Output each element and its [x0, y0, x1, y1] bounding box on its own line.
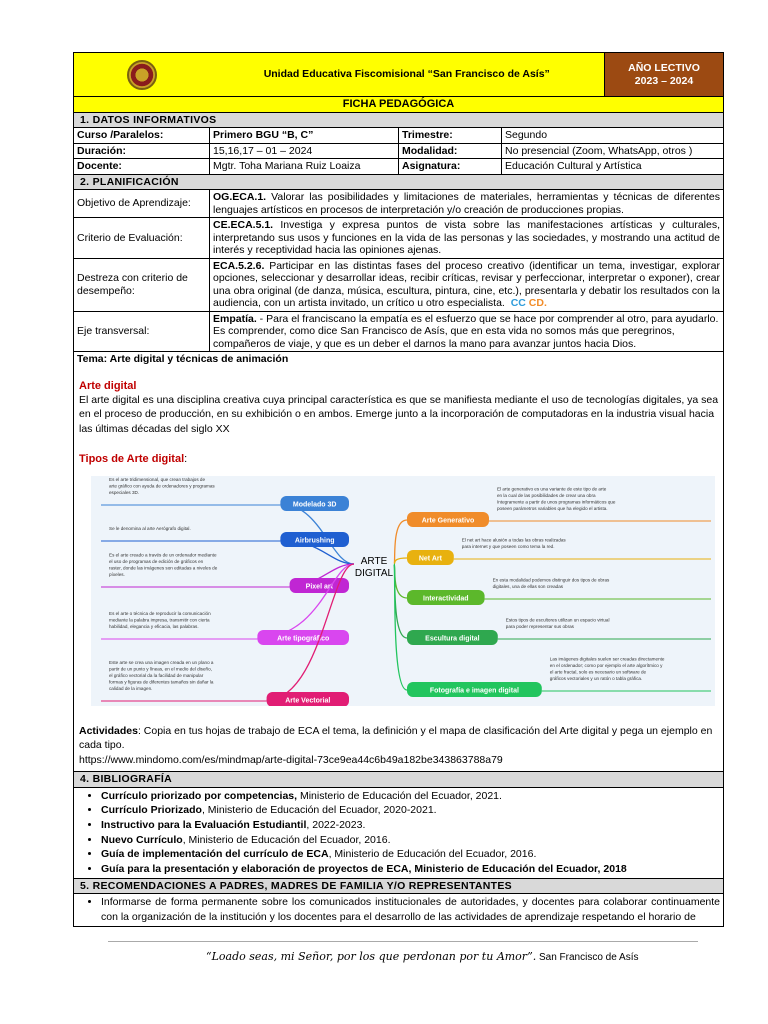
actividades-text: : Copia en tus hojas de trabajo de ECA el tema, la definición y el mapa de clasificación del Arte digital y pega un ejemplo en cada tipo. [79, 724, 713, 751]
bibliografia-item-detail: , Ministerio de Educación del Ecuador, 2020-2021. [201, 804, 437, 817]
section-planificacion-heading: 2. PLANIFICACIÓN [74, 174, 724, 190]
mindmap-desc-line: Estos tipos de escultores utilizan un espacio virtual [505, 617, 610, 623]
school-logo-cell [74, 53, 210, 97]
year-label: AÑO LECTIVO [628, 62, 700, 74]
mindmap-desc-line: El arte generativo es una variante de este tipo de arte [497, 486, 607, 492]
tipos-heading [79, 452, 719, 466]
docente-label: Docente: [74, 159, 210, 175]
year-value: 2023 – 2024 [634, 74, 694, 87]
mindmap-desc-line: el arte fractal, solo es necesario un software de [549, 669, 647, 675]
asignatura-label: Asignatura: [399, 159, 502, 175]
mindmap-desc-line: habilidad, elegancia y eficacia, las palabras. [109, 624, 199, 629]
actividades-label: Actividades [79, 724, 138, 737]
destreza-label: Destreza con criterio de desempeño: [74, 258, 210, 311]
mindmap-node-label: Arte Vectorial [285, 697, 331, 705]
tema-heading: Tema: Arte digital y técnicas de animación [74, 352, 724, 367]
mindmap-node-label: Pixel art [305, 583, 333, 591]
mindmap-node-label: Modelado 3D [292, 501, 337, 509]
recomendacion-item: • Informarse de forma permanente sobre los comunicados institucionales de autoridades, y docentes para colaborar continuamente con la organización de la institución y los docentes para el desarrollo de las actividades de aprendizaje respetando el horario de [101, 895, 720, 924]
mindmap-desc-line: mediante la palabra impresa, transmitir con cierta [109, 617, 210, 623]
bibliografia-item-detail: Ministerio de Educación del Ecuador, 2021. [297, 789, 502, 802]
school-name: Unidad Educativa Fiscomisional “San Francisco de Asís” [210, 53, 605, 97]
mindmap-node-label: Arte tipográfico [277, 635, 330, 643]
destreza-text: Participar en las distintas fases del proceso creativo (identificar un tema, investigar, explorar opciones, seleccionar y desarrollar ideas, recibir críticas, revisar y perfeccionar, interpretar o exponer), crear una obra original (de danza, música, escultura, pintura, cine, etc.), presentarla y debatir los resultados con la audiencia, con un artista invitado, un crítico u otro especialista. [213, 259, 720, 309]
mindmap-desc-line: En esta modalidad podemos distinguir dos tipos de obras [492, 577, 610, 583]
bibliografia-item-title: Currículo priorizado por competencias, [101, 789, 298, 802]
criterio-code: CE.ECA.5.1. [213, 219, 274, 231]
mindmap-desc-line: Este arte se crea una imagen creada en un plano a [109, 660, 214, 665]
destreza-cd: CD. [528, 297, 547, 309]
arte-digital-title: Arte digital [79, 379, 137, 392]
mindmap-node-label: Interactividad [423, 595, 469, 603]
mindmap-desc-line: partir de un punto y líneas, en el medio del diseño, [109, 666, 212, 672]
mindmap-node-label: Fotografía e imagen digital [429, 687, 519, 695]
mindmap-desc-line: formas y figuras de diferentes tamaños sin dañar la [109, 679, 214, 685]
bibliografia-item-title: Currículo Priorizado [101, 804, 202, 817]
eje-label: Eje transversal: [74, 311, 210, 352]
mindmap-desc-line: píxeles. [109, 572, 125, 577]
mindmap-desc-line: para internet y que poseen como tema la red. [461, 544, 555, 549]
bibliografia-item-title: Nuevo Currículo [101, 833, 183, 846]
duracion-value: 15,16,17 – 01 – 2024 [210, 143, 399, 159]
mindmap-desc-line: Es el arte o técnica de reproducir la comunicación [109, 611, 211, 616]
objetivo-text: Valorar las posibilidades y limitaciones de materiales, herramientas y técnicas de diferentes lenguajes artísticos en procesos de interpretación y/o creación de producciones propias. [213, 191, 720, 216]
ficha-table [73, 52, 724, 927]
mindmap-node-label: Arte Generativo [421, 517, 475, 525]
academic-year-badge [605, 53, 724, 97]
destreza-code: ECA.5.2.6. [213, 259, 265, 272]
mindmap-desc-line: en el ordenador; como por ejemplo el arte algorítmico y [549, 663, 663, 668]
mindmap-center-label: ARTE [360, 556, 388, 567]
bibliografia-item-detail: , 2022-2023. [306, 818, 366, 831]
tipos-colon: : [184, 453, 188, 465]
footer-rule [108, 941, 698, 942]
trimestre-label: Trimestre: [399, 128, 502, 144]
bibliografia-item-title: Instructivo para la Evaluación Estudiantil [101, 818, 307, 831]
mindmap-desc-line: calidad de la imagen. [109, 686, 153, 691]
actividades-paragraph [79, 724, 719, 753]
bibliografia-item [101, 833, 720, 848]
bibliografia-item [101, 818, 720, 833]
mindmap-node-label: Net Art [418, 555, 442, 563]
section-bibliografia-heading: 4. BIBLIOGRAFÍA [74, 772, 724, 788]
duracion-label: Duración: [74, 143, 210, 159]
section-datos-heading: 1. DATOS INFORMATIVOS [74, 112, 724, 128]
footer-author: San Francisco de Asís [536, 952, 639, 963]
modalidad-label: Modalidad: [399, 143, 502, 159]
mindmap-desc-line: digitales, una de ellas son creadas [492, 584, 564, 589]
bibliografia-item-title: Guía de implementación del currículo de ECA [101, 848, 329, 861]
mindmap-center-label: DIGITAL [354, 568, 394, 579]
criterio-label: Criterio de Evaluación: [74, 218, 210, 259]
objetivo-label: Objetivo de Aprendizaje: [74, 190, 210, 218]
mindmap-desc-line: Es el arte creado a través de un ordenador mediante [109, 552, 217, 558]
mindmap-node-label: Escultura digital [425, 635, 480, 643]
mindmap-desc-line: el gráfico vectorial da la facilidad de manipular [109, 673, 204, 678]
mindmap-desc-line: Las imágenes digitales suelen ser creadas directamente [549, 656, 665, 662]
recomendaciones-cell [74, 894, 724, 926]
arte-digital-mindmap [91, 476, 715, 706]
arte-digital-text: El arte digital es una disciplina creativa cuya principal característica es que se manifiesta mediante el uso de tecnologías digitales, ya sea en el proceso de producción, en su exhibición o en ambos. Emerge junto a la incorporación de computadoras en la industria visual hacia las últimas décadas del siglo XX [79, 393, 719, 435]
modalidad-value: No presencial (Zoom, WhatsApp, otros ) [502, 143, 724, 159]
destreza-cell [210, 258, 724, 311]
criterio-cell [210, 218, 724, 259]
section-recomendaciones-heading: 5. RECOMENDACIONES A PADRES, MADRES DE FAMILIA Y/O REPRESENTANTES [74, 878, 724, 894]
mindmap-desc-line: poseen parámetros variables que ha elegido el artista. [497, 506, 608, 511]
mindmap-desc-line: para poder representar sus obras [505, 624, 574, 629]
asignatura-value: Educación Cultural y Artística [502, 159, 724, 175]
criterio-text: Investiga y expresa puntos de vista sobre las manifestaciones artísticas y culturales, interpretando sus usos y funciones en la vida de las personas y las sociedades, y mostrando una actitud de interés y receptividad hacia las opiniones ajenas. [213, 219, 720, 256]
mindmap-desc-line: Es el arte tridimensional, que crean trabajos de [109, 477, 206, 482]
eje-text: - Para el franciscano la empatía es el esfuerzo que se hace por comprender al otro, para ayudarlo. Es comprender, como dice San Francisco de Asís, que en esta vida no somos más que peregrinos, compañeros de viaje, y que es un deber el darnos la mano para avanzar juntos hacia Dios. [213, 312, 719, 350]
ficha-page [73, 52, 723, 927]
school-crest-icon [127, 60, 157, 90]
mindmap-desc-line: especiales 3D. [109, 490, 140, 495]
content-cell [74, 367, 724, 772]
mindmap-desc-line: El net art hace alusión a todas las obras realizadas [461, 537, 566, 543]
mindmap-desc-line: en la cual de las posibilidades de crear una obra [497, 493, 596, 498]
curso-label: Curso /Paralelos: [74, 128, 210, 144]
mindmap-desc-line: raster, donde las imágenes son editadas a niveles de [109, 565, 218, 571]
mindmap-node-label: Airbrushing [294, 537, 335, 545]
trimestre-value: Segundo [502, 128, 724, 144]
recomendaciones-list [77, 895, 720, 924]
destreza-cc: CC [510, 297, 526, 309]
objetivo-cell [210, 190, 724, 218]
footer-quote [206, 950, 638, 963]
mindomo-link[interactable]: https://www.mindomo.com/es/mindmap/arte-digital-73ce9ea44c6b49a182be343863788a79 [79, 753, 503, 766]
docente-value: Mgtr. Toha Mariana Ruiz Loaiza [210, 159, 399, 175]
mindmap-desc-line: íntegramente a partir de unos programas informáticos que [497, 499, 616, 505]
bibliografia-list [77, 789, 720, 877]
mindmap-desc-line: gráficos vectoriales y un ratón o tabla gráfica. [549, 676, 643, 681]
mindmap-desc-line: arte gráfico con ayuda de ordenadores y programas [109, 483, 215, 489]
bibliografia-item [101, 862, 720, 877]
bibliografia-item-detail: , Ministerio de Educación del Ecuador, 2016. [182, 833, 391, 846]
bibliografia-item [101, 789, 720, 804]
bibliografia-item-title: Guía para la presentación y elaboración de proyectos de ECA, Ministerio de Educación del Ecuador, 2018 [101, 863, 627, 876]
eje-cell [210, 311, 724, 352]
eje-code: Empatía. [213, 312, 257, 325]
mindmap-desc-line: Se le denomina al arte Aerógrafo digital. [109, 526, 191, 531]
curso-value: Primero BGU “B, C” [210, 128, 399, 144]
bibliografia-item [101, 847, 720, 862]
tipos-title: Tipos de Arte digital [79, 453, 185, 465]
objetivo-code: OG.ECA.1. [213, 191, 267, 203]
bibliografia-item-detail: , Ministerio de Educación del Ecuador, 2016. [328, 848, 537, 861]
ficha-title: FICHA PEDAGÓGICA [74, 97, 724, 113]
bibliografia-item [101, 803, 720, 818]
bibliografia-cell [74, 787, 724, 878]
mindmap-desc-line: el uso de programas de edición de gráficos en [109, 559, 204, 564]
footer-quote-text: “Loado seas, mi Señor, por los que perdonan por tu Amor”. [206, 950, 537, 963]
